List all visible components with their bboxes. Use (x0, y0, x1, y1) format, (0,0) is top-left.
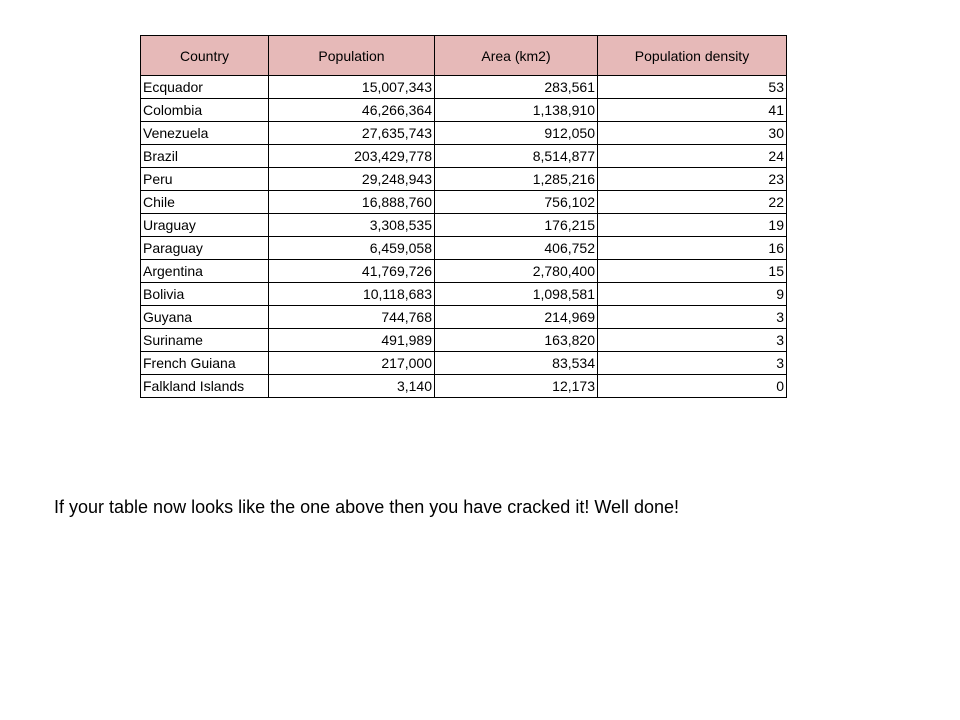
cell-population: 491,989 (269, 329, 435, 352)
cell-population-density: 22 (598, 191, 787, 214)
header-population-density: Population density (598, 36, 787, 76)
cell-country: Colombia (141, 99, 269, 122)
cell-country: Bolivia (141, 283, 269, 306)
table-row (141, 145, 787, 168)
table-row (141, 306, 787, 329)
table-row (141, 237, 787, 260)
cell-population-density: 53 (598, 76, 787, 99)
cell-area: 12,173 (435, 375, 598, 398)
cell-area: 1,138,910 (435, 99, 598, 122)
cell-country: Suriname (141, 329, 269, 352)
table-row (141, 99, 787, 122)
cell-population: 16,888,760 (269, 191, 435, 214)
cell-population-density: 3 (598, 306, 787, 329)
table-row (141, 329, 787, 352)
cell-population-density: 24 (598, 145, 787, 168)
table-row (141, 76, 787, 99)
table-row (141, 375, 787, 398)
cell-country: Peru (141, 168, 269, 191)
cell-population-density: 15 (598, 260, 787, 283)
cell-population-density: 3 (598, 329, 787, 352)
cell-population: 29,248,943 (269, 168, 435, 191)
cell-country: Uraguay (141, 214, 269, 237)
cell-population: 10,118,683 (269, 283, 435, 306)
cell-country: Brazil (141, 145, 269, 168)
cell-country: Guyana (141, 306, 269, 329)
cell-area: 283,561 (435, 76, 598, 99)
cell-area: 8,514,877 (435, 145, 598, 168)
caption-text: If your table now looks like the one above then you have cracked it! Well done! (54, 497, 680, 517)
table-header-row (141, 36, 787, 76)
cell-area: 756,102 (435, 191, 598, 214)
cell-area: 214,969 (435, 306, 598, 329)
table-row (141, 122, 787, 145)
table-row (141, 191, 787, 214)
cell-population: 3,140 (269, 375, 435, 398)
header-country: Country (141, 36, 269, 76)
cell-population-density: 3 (598, 352, 787, 375)
cell-population-density: 23 (598, 168, 787, 191)
table-row (141, 260, 787, 283)
cell-area: 406,752 (435, 237, 598, 260)
cell-population: 15,007,343 (269, 76, 435, 99)
population-table (140, 35, 787, 398)
cell-population: 217,000 (269, 352, 435, 375)
cell-country: Falkland Islands (141, 375, 269, 398)
cell-country: Argentina (141, 260, 269, 283)
cell-population: 46,266,364 (269, 99, 435, 122)
cell-population-density: 9 (598, 283, 787, 306)
table-row (141, 283, 787, 306)
cell-population-density: 19 (598, 214, 787, 237)
cell-area: 83,534 (435, 352, 598, 375)
cell-country: Ecquador (141, 76, 269, 99)
cell-area: 1,098,581 (435, 283, 598, 306)
cell-population: 744,768 (269, 306, 435, 329)
header-area: Area (km2) (435, 36, 598, 76)
table-row (141, 214, 787, 237)
cell-area: 1,285,216 (435, 168, 598, 191)
cell-country: French Guiana (141, 352, 269, 375)
cell-country: Paraguay (141, 237, 269, 260)
cell-population: 203,429,778 (269, 145, 435, 168)
cell-population-density: 16 (598, 237, 787, 260)
cell-area: 2,780,400 (435, 260, 598, 283)
cell-country: Chile (141, 191, 269, 214)
table-row (141, 168, 787, 191)
cell-area: 163,820 (435, 329, 598, 352)
cell-population-density: 0 (598, 375, 787, 398)
cell-population: 3,308,535 (269, 214, 435, 237)
cell-population-density: 41 (598, 99, 787, 122)
cell-population: 27,635,743 (269, 122, 435, 145)
cell-country: Venezuela (141, 122, 269, 145)
table-row (141, 352, 787, 375)
header-population: Population (269, 36, 435, 76)
cell-population: 6,459,058 (269, 237, 435, 260)
cell-population-density: 30 (598, 122, 787, 145)
cell-population: 41,769,726 (269, 260, 435, 283)
cell-area: 912,050 (435, 122, 598, 145)
table-body (141, 76, 787, 398)
cell-area: 176,215 (435, 214, 598, 237)
